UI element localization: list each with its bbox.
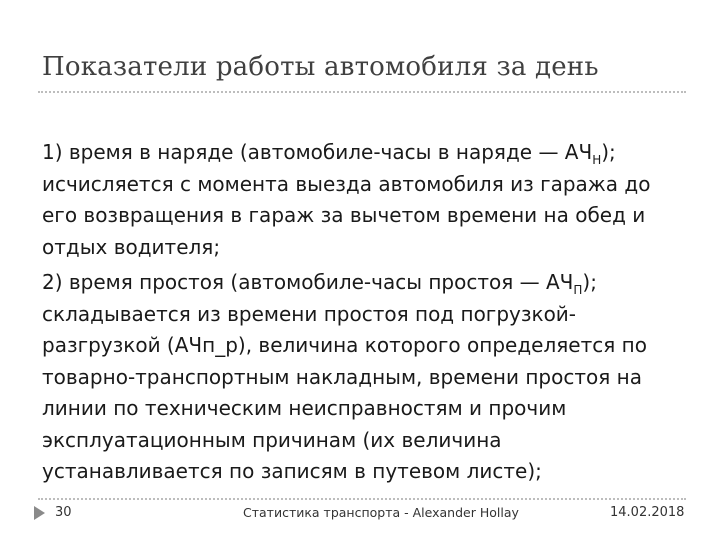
footer-arrow-icon (34, 506, 45, 520)
item-tail-text: ); складывается из времени простоя под погрузкой-разгрузкой (АЧп_р), величина которого определяется по товарно-транспортным накладным, времени простоя на линии по техническим неисправностям и прочим эксплуатационным причинам (их величина устанавливается по записям в путевом листе); (42, 270, 647, 483)
item-working-time (42, 137, 682, 263)
footer-date: 14.02.2018 (610, 505, 685, 520)
item-idle-time (42, 267, 682, 488)
item-lead-text: 1) время в наряде (автомобиле-часы в наряде — АЧ (42, 140, 593, 164)
title-divider (38, 91, 686, 93)
slide-content (42, 137, 682, 488)
item-subscript: П (573, 283, 583, 297)
page-number: 30 (55, 505, 72, 520)
item-lead-text: 2) время простоя (автомобиле-часы простоя — АЧ (42, 270, 574, 294)
item-tail-text: ); исчисляется с момента выезда автомобиля из гаража до его возвращения в гараж за вычетом времени на обед и отдых водителя; (42, 140, 651, 259)
footer-divider (38, 498, 686, 500)
footer-course-label: Статистика транспорта - Alexander Hollay (243, 505, 519, 520)
slide-title: Показатели работы автомобиля за день (42, 52, 599, 82)
item-subscript: Н (592, 153, 602, 167)
